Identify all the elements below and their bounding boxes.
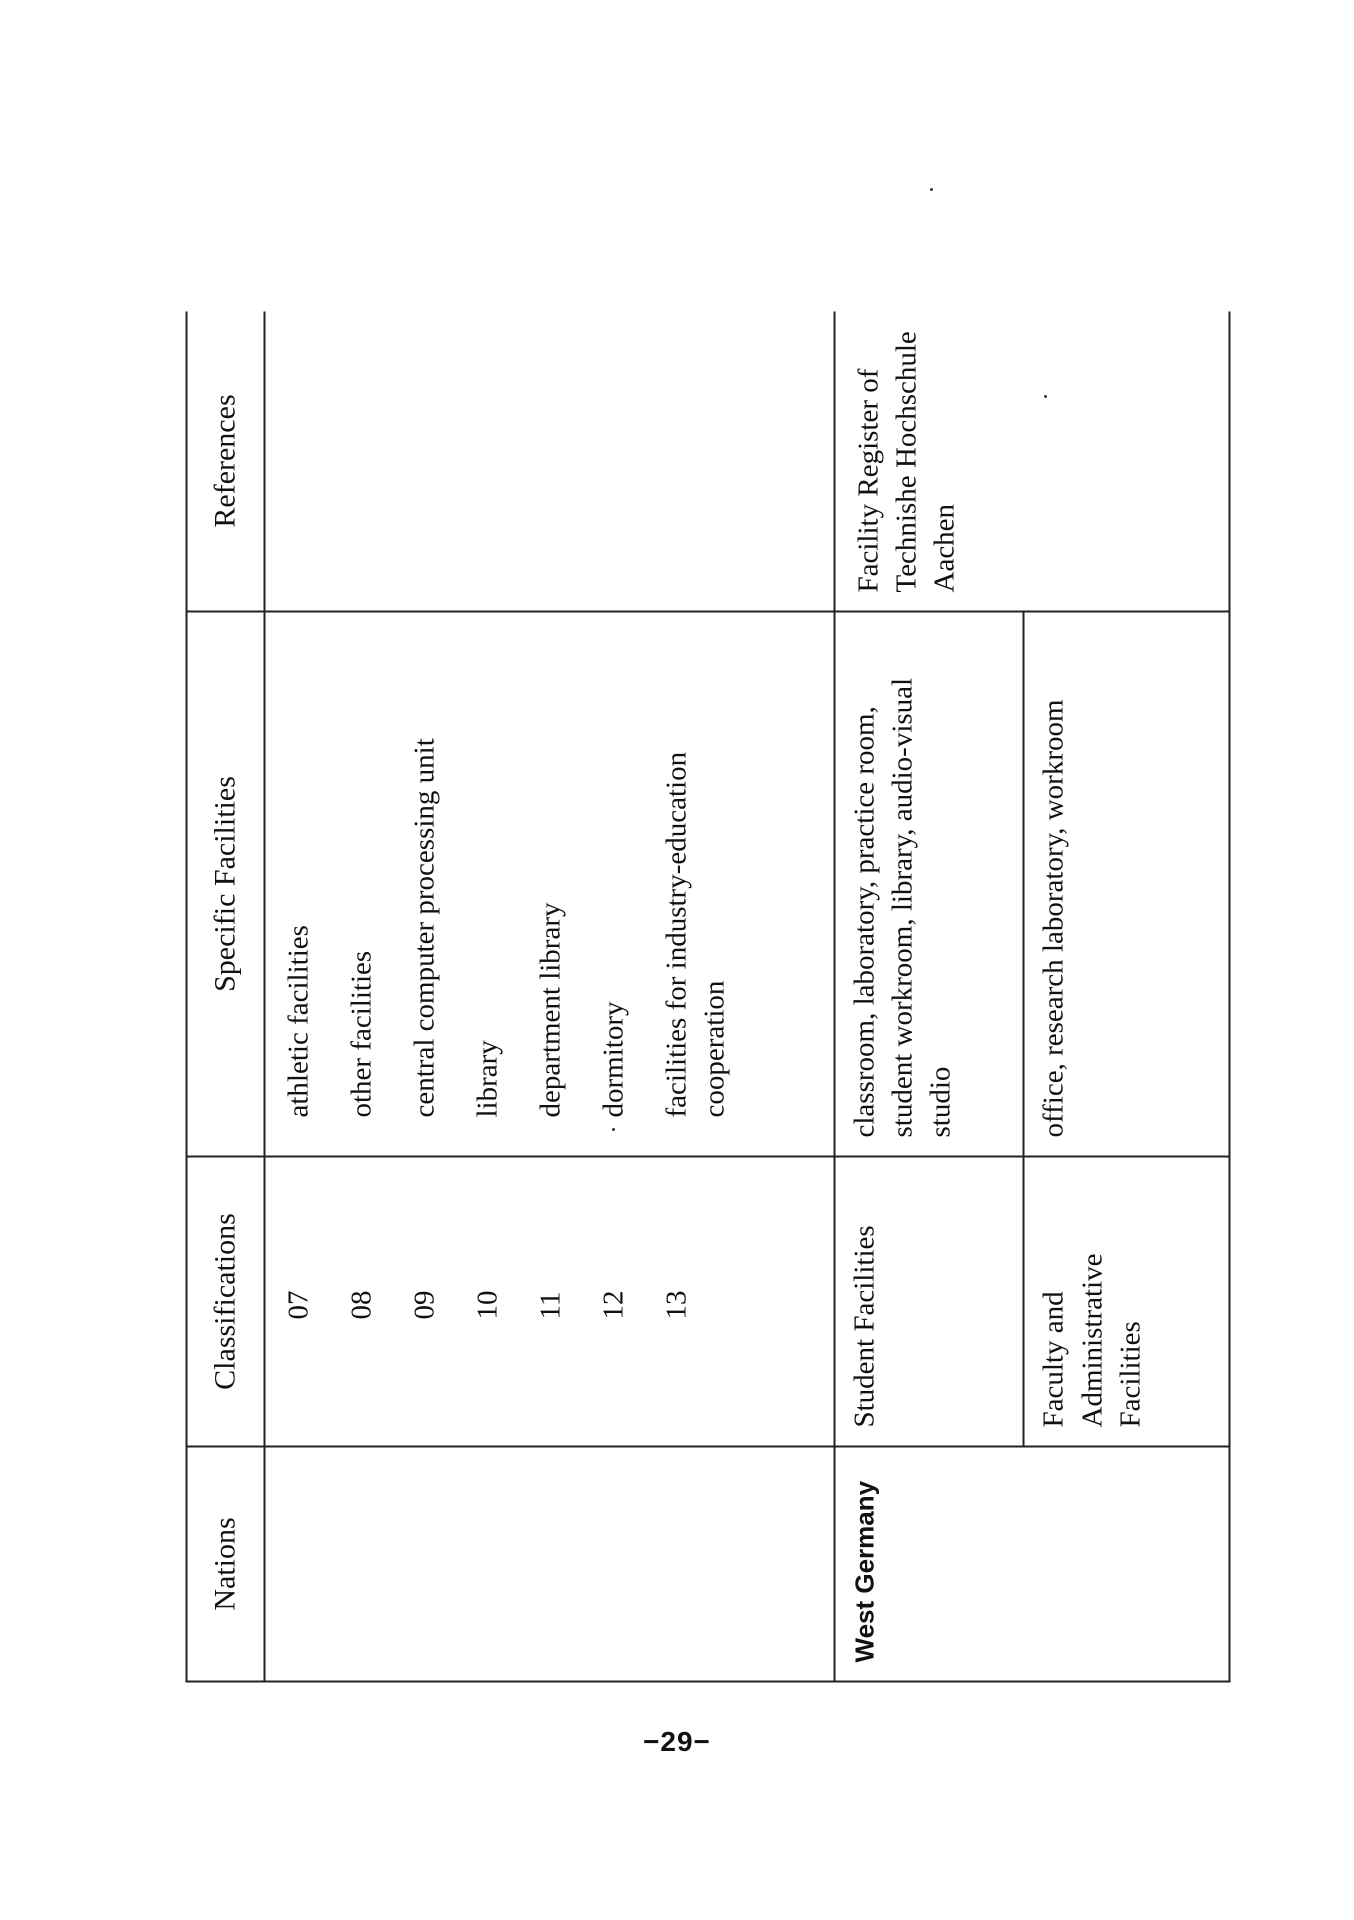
table-header-row — [187, 312, 265, 1682]
specific-facility: other facilities — [345, 950, 378, 1118]
classification-code: 10 — [471, 1290, 504, 1320]
nation-name: West Germany — [849, 1480, 880, 1663]
cell-facilities-faculty: office, research laboratory, workroom — [1024, 612, 1230, 1157]
header-classifications: Classifications — [187, 1157, 265, 1447]
classification-code: 11 — [534, 1291, 567, 1320]
classification-code: 08 — [345, 1290, 378, 1320]
cell-codes — [265, 1157, 835, 1447]
scan-speck — [1044, 395, 1047, 398]
specific-facility-list — [280, 631, 754, 1138]
header-nations: Nations — [187, 1447, 265, 1682]
cell-facilities-student: classroom, laboratory, practice room, student workroom, library, audio-visual studio — [834, 612, 1024, 1157]
cell-nation-empty — [265, 1447, 835, 1682]
cell-classification-faculty: Faculty and Administrative Facilities — [1024, 1157, 1230, 1447]
classification-code: 13 — [660, 1290, 693, 1320]
specific-facility: dormitory — [597, 1001, 630, 1118]
classification-code-list — [280, 1176, 721, 1428]
cell-nation — [834, 1447, 1229, 1682]
table-row-west-germany-student — [834, 312, 1024, 1682]
cell-facilities — [265, 612, 835, 1157]
reference-text: Facility Register of Technishe Hochschule Aachen — [852, 331, 961, 593]
classification-code: 09 — [408, 1290, 441, 1320]
specific-facility: department library — [534, 902, 567, 1118]
page-number: −29− — [643, 1726, 711, 1757]
scan-speck — [612, 1128, 615, 1131]
cell-classification-student: Student Facilities — [834, 1157, 1024, 1447]
header-references: References — [187, 312, 265, 612]
facilities-table — [186, 312, 1231, 1683]
scan-speck — [930, 188, 933, 191]
classification-code: 12 — [597, 1290, 630, 1320]
rotated-table-container — [186, 313, 1231, 1683]
specific-facility: facilities for industry-education cooperation — [660, 751, 731, 1118]
specific-facility: athletic facilities — [282, 925, 315, 1118]
specific-facility: central computer processing unit — [408, 738, 441, 1118]
classification-code: 07 — [282, 1290, 315, 1320]
specific-facility: library — [471, 1040, 504, 1118]
table-row-continued — [265, 312, 835, 1682]
cell-reference-empty — [265, 312, 835, 612]
cell-reference — [834, 312, 1229, 612]
header-specific-facilities: Specific Facilities — [187, 612, 265, 1157]
